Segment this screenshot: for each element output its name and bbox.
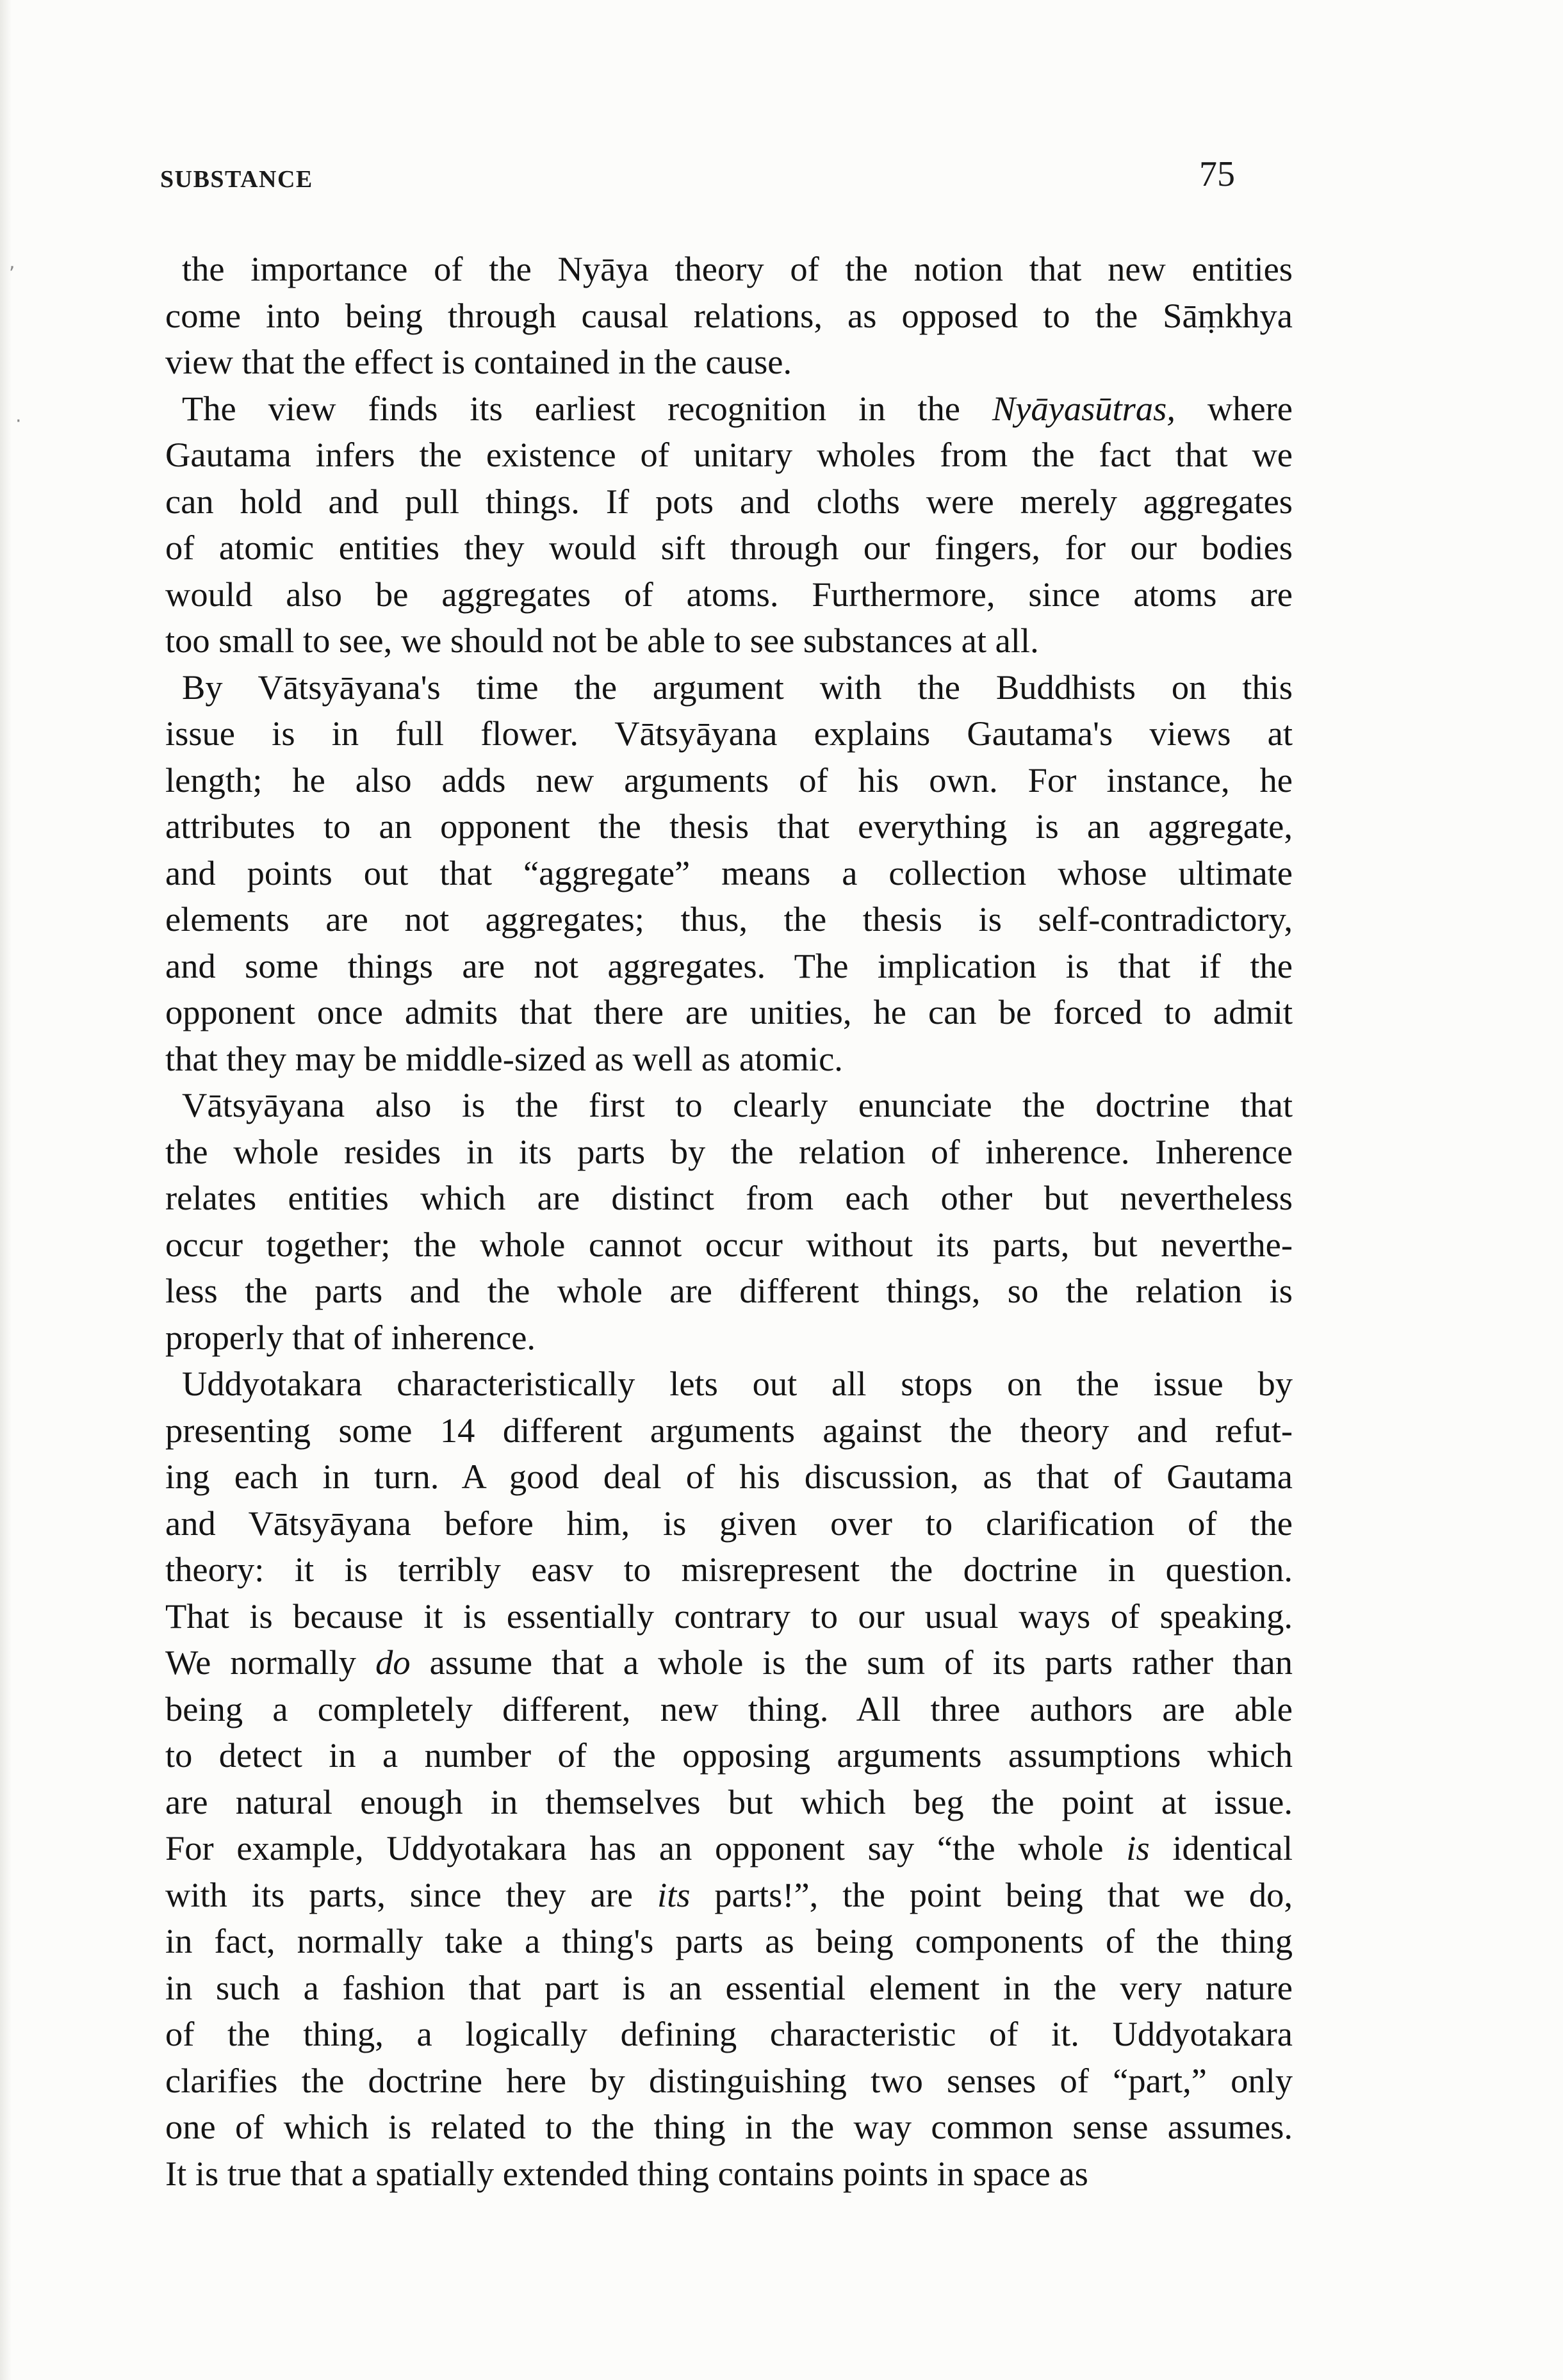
text-line — [165, 896, 1293, 943]
text-line — [165, 525, 1293, 571]
text-line — [165, 1825, 1293, 1872]
text-run: less the parts and the whole are different things, so the relation is — [165, 1271, 1293, 1310]
text-line — [165, 1129, 1293, 1176]
text-line — [165, 1175, 1293, 1222]
text-run: that they may be middle-sized as well as atomic. — [165, 1038, 843, 1078]
text-line — [165, 1454, 1293, 1500]
text-run: issue is in full flower. Vātsyāyana explains Gautama's views at — [165, 714, 1293, 753]
text-run: opponent once admits that there are unities, he can be forced to admit — [165, 992, 1293, 1031]
text-line — [165, 432, 1293, 479]
scan-edge-shadow — [0, 0, 12, 2380]
text-run: the importance of the Nyāya theory of the notion that new entities — [182, 249, 1293, 288]
text-run: come into being through causal relations, as opposed to the Sāṃkhya — [165, 295, 1293, 335]
text-line — [165, 1872, 1293, 1919]
text-line — [165, 1268, 1293, 1315]
text-run: too small to see, we should not be able to see substances at all. — [165, 621, 1039, 660]
italic-run: is — [1126, 1828, 1150, 1867]
text-run: Uddyotakara characteristically lets out all stops on the issue by — [182, 1364, 1293, 1403]
text-line — [165, 1639, 1293, 1686]
running-head: SUBSTANCE — [160, 166, 313, 193]
text-line — [165, 710, 1293, 757]
text-run: For example, Uddyotakara has an opponent say “the whole — [165, 1828, 1127, 1867]
text-run: and some things are not aggregates. The implication is that if the — [165, 946, 1293, 985]
text-run: of atomic entities they would sift through our fingers, for our bodies — [165, 528, 1293, 567]
text-line — [165, 1593, 1293, 1640]
text-line — [165, 1036, 1293, 1083]
text-run: We normally — [165, 1643, 376, 1682]
text-line — [165, 293, 1293, 340]
margin-speck: · — [15, 410, 22, 432]
page-number: 75 — [1199, 154, 1235, 194]
text-line — [165, 1686, 1293, 1733]
text-line — [165, 850, 1293, 897]
paragraph — [165, 664, 1293, 1083]
text-run: can hold and pull things. If pots and cloths were merely aggregates — [165, 481, 1293, 521]
text-run: where — [1175, 388, 1293, 428]
text-run: view that the effect is contained in the cause. — [165, 342, 792, 381]
text-run: attributes to an opponent the thesis that everything is an aggregate, — [165, 807, 1293, 846]
text-run: By Vātsyāyana's time the argument with the Buddhists on this — [182, 667, 1293, 707]
text-line — [165, 664, 1293, 711]
text-line — [165, 1547, 1293, 1593]
text-run: relates entities which are distinct from each other but nevertheless — [165, 1178, 1293, 1217]
paragraph — [165, 386, 1293, 664]
text-line — [165, 1082, 1293, 1129]
text-run: the whole resides in its parts by the relation of inherence. Inherence — [165, 1131, 1293, 1171]
text-run: would also be aggregates of atoms. Furthermore, since atoms are — [165, 574, 1293, 614]
text-line — [165, 943, 1293, 990]
text-run: Gautama infers the existence of unitary wholes from the fact that we — [165, 435, 1293, 474]
text-line — [165, 1315, 1293, 1361]
italic-run: do — [375, 1643, 411, 1682]
text-line — [165, 386, 1293, 432]
text-run: ing each in turn. A good deal of his discussion, as that of Gautama — [165, 1457, 1293, 1496]
text-run: length; he also adds new arguments of his own. For instance, he — [165, 760, 1293, 800]
text-run: with its parts, since they are — [165, 1875, 657, 1914]
text-run: identical — [1149, 1828, 1293, 1867]
text-run: and points out that “aggregate” means a collection whose ultimate — [165, 853, 1293, 892]
text-run: Vātsyāyana also is the first to clearly enunciate the doctrine that — [182, 1085, 1293, 1124]
text-run: assume that a whole is the sum of its parts rather than — [410, 1643, 1293, 1682]
text-run: and Vātsyāyana before him, is given over to clarification of the — [165, 1503, 1293, 1543]
paragraph — [165, 1361, 1293, 2197]
text-line — [165, 1918, 1293, 1965]
text-line — [165, 989, 1293, 1036]
text-line — [165, 757, 1293, 804]
text-run: parts!”, the point being that we do, — [690, 1875, 1293, 1914]
text-line — [165, 1407, 1293, 1454]
text-line — [165, 1779, 1293, 1826]
body-text — [165, 246, 1293, 2197]
text-line — [165, 339, 1293, 386]
text-run: theory: it is terribly easv to misrepresent the doctrine in question. — [165, 1550, 1293, 1589]
text-line — [165, 2151, 1293, 2197]
text-line — [165, 479, 1293, 525]
paragraph — [165, 246, 1293, 386]
text-line — [165, 246, 1293, 293]
text-run: The view finds its earliest recognition in the — [182, 388, 992, 428]
text-line — [165, 1500, 1293, 1547]
text-line — [165, 571, 1293, 618]
text-run: being a completely different, new thing. All three authors are able — [165, 1689, 1293, 1728]
text-run: are natural enough in themselves but which beg the point at issue. — [165, 1782, 1293, 1821]
text-line — [165, 618, 1293, 664]
text-line — [165, 1732, 1293, 1779]
text-run: presenting some 14 different arguments against the theory and refut- — [165, 1410, 1293, 1450]
text-run: It is true that a spatially extended thing contains points in space as — [165, 2153, 1088, 2193]
text-run: one of which is related to the thing in the way common sense assumes. — [165, 2107, 1293, 2146]
text-run: of the thing, a logically defining characteristic of it. Uddyotakara — [165, 2014, 1293, 2053]
italic-run: its — [657, 1875, 691, 1914]
text-run: to detect in a number of the opposing arguments assumptions which — [165, 1736, 1293, 1775]
text-line — [165, 2058, 1293, 2105]
italic-run: Nyāyasūtras, — [992, 388, 1175, 428]
text-run: occur together; the whole cannot occur without its parts, but neverthe- — [165, 1224, 1293, 1264]
text-run: in such a fashion that part is an essential element in the very nature — [165, 1967, 1293, 2007]
text-line — [165, 2104, 1293, 2151]
text-run: That is because it is essentially contrary to our usual ways of speaking. — [165, 1596, 1293, 1636]
text-run: elements are not aggregates; thus, the thesis is self-contradictory, — [165, 899, 1293, 939]
text-line — [165, 1965, 1293, 2012]
text-line — [165, 803, 1293, 850]
text-line — [165, 1361, 1293, 1407]
text-line — [165, 1222, 1293, 1268]
paragraph — [165, 1082, 1293, 1361]
text-run: properly that of inherence. — [165, 1317, 536, 1357]
text-run: clarifies the doctrine here by distinguishing two senses of “part,” only — [165, 2060, 1293, 2100]
text-line — [165, 2011, 1293, 2058]
margin-speck: , — [9, 251, 15, 274]
text-run: in fact, normally take a thing's parts as being components of the thing — [165, 1921, 1293, 1960]
